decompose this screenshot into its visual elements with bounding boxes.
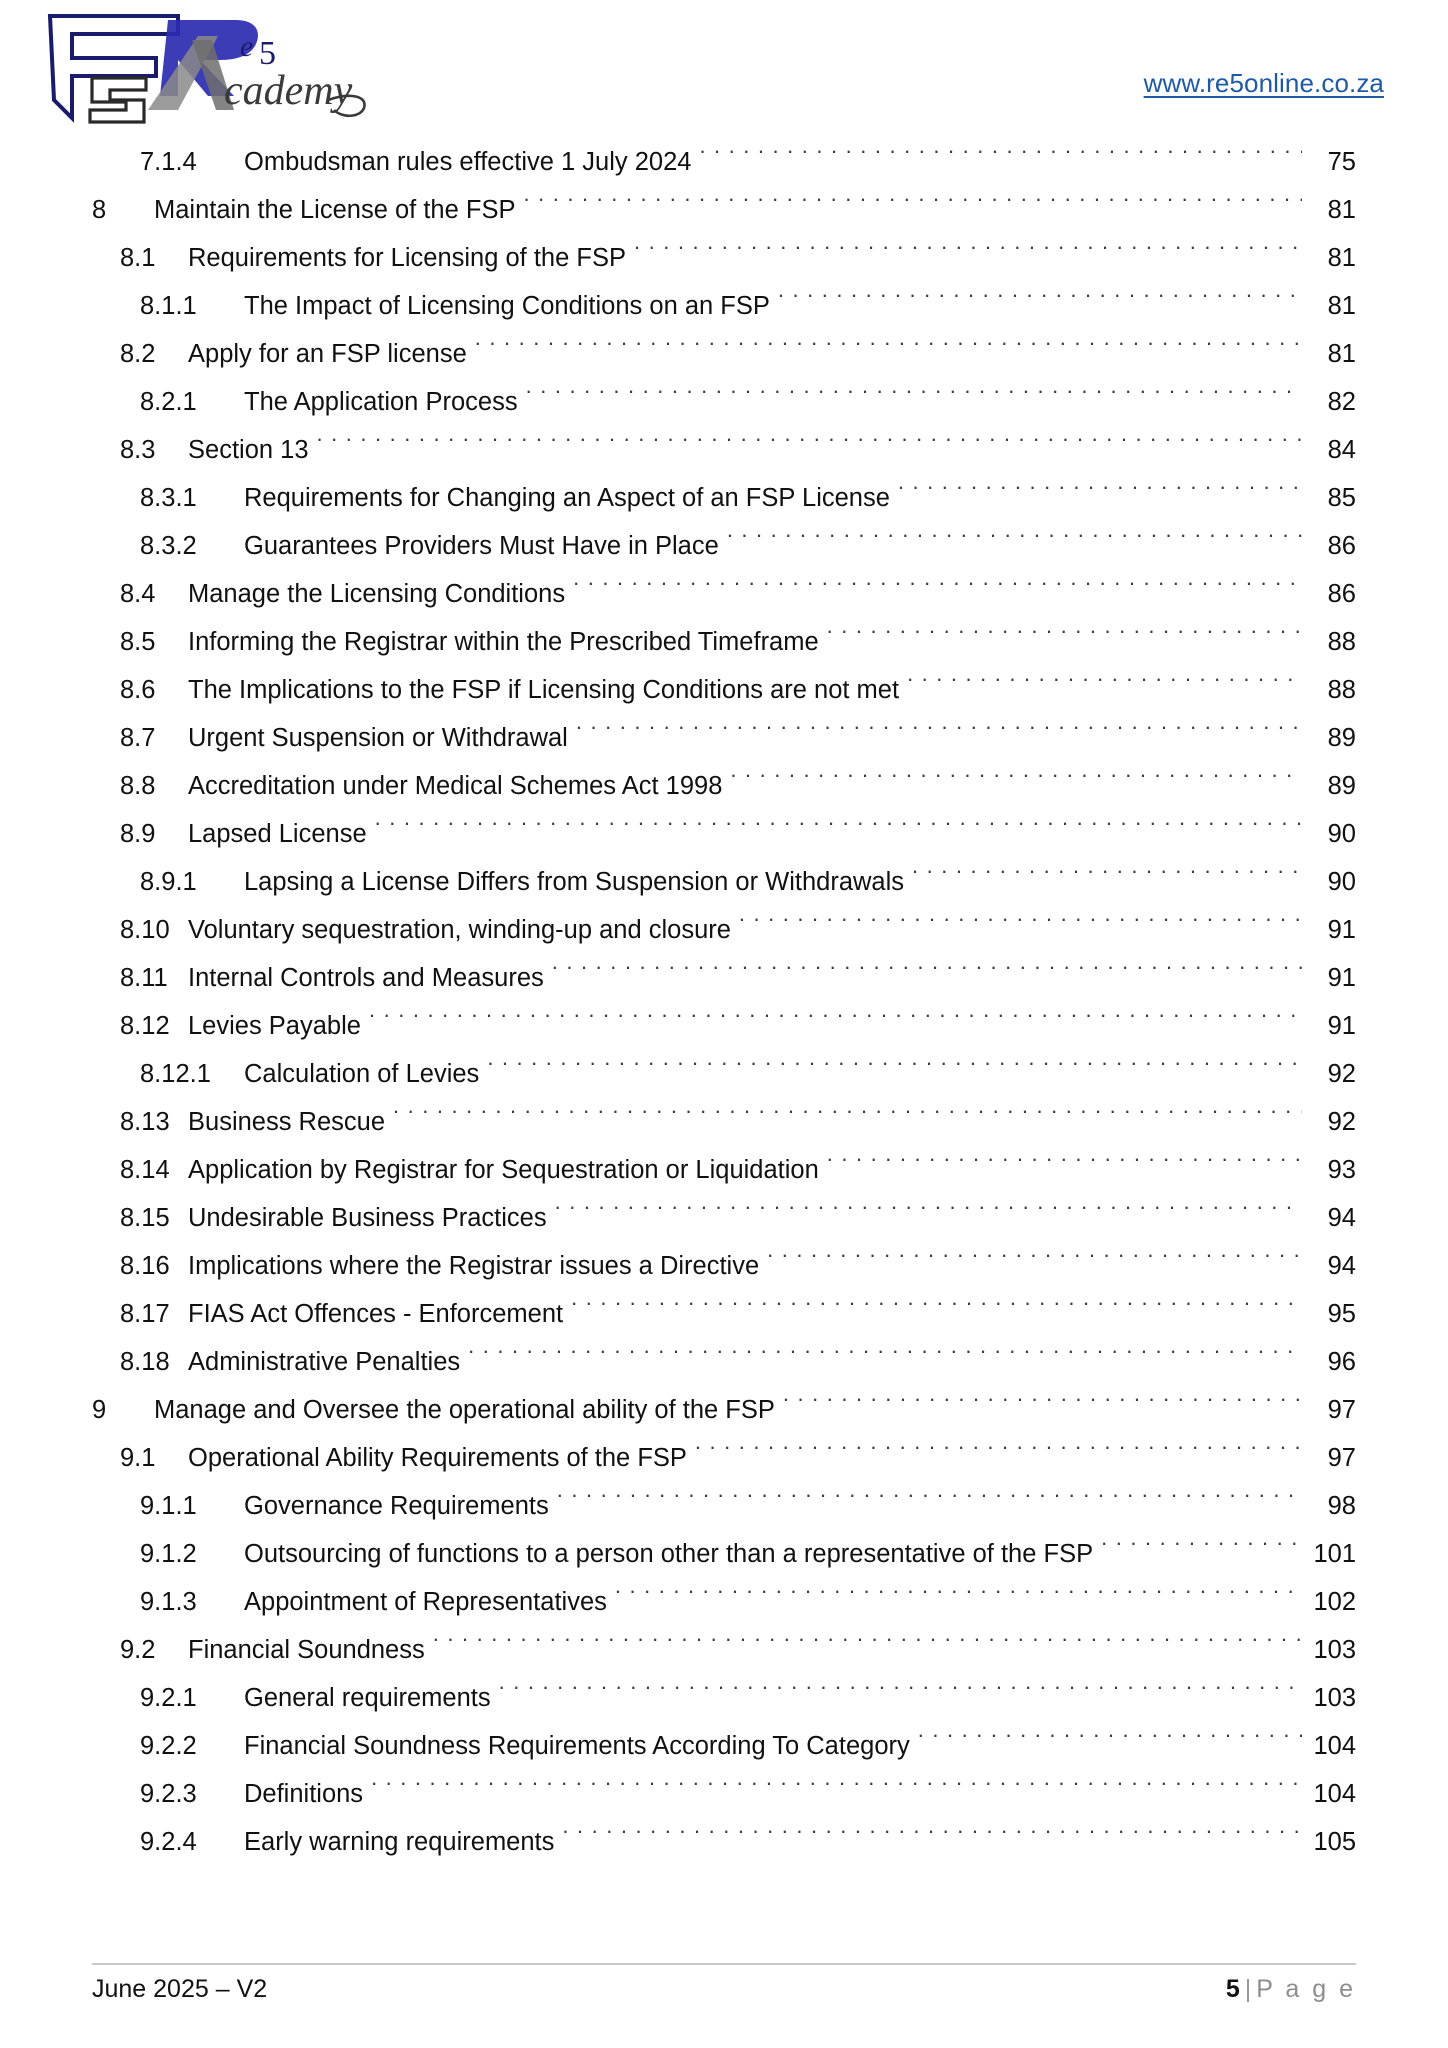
toc-entry-number: 8.9.1 xyxy=(140,868,197,896)
toc-entry-title: Governance Requirements xyxy=(244,1492,549,1520)
toc-entry-number: 8.2 xyxy=(120,340,156,368)
toc-entry-number: 9.1 xyxy=(120,1444,156,1472)
toc-dot-leader xyxy=(475,337,1302,363)
toc-entry-title: Early warning requirements xyxy=(244,1828,555,1856)
toc-dot-leader xyxy=(898,481,1302,507)
toc-dot-leader xyxy=(783,1393,1302,1419)
toc-entry[interactable] xyxy=(92,1194,1356,1242)
toc-entry-number: 8.3 xyxy=(120,436,156,464)
toc-entry-title: Financial Soundness xyxy=(188,1636,425,1664)
toc-entry[interactable] xyxy=(92,186,1356,234)
toc-entry-page-number: 103 xyxy=(1313,1636,1356,1664)
toc-entry-title: Calculation of Levies xyxy=(244,1060,480,1088)
toc-entry-page-number: 91 xyxy=(1327,1012,1356,1040)
toc-entry-number: 8.12 xyxy=(120,1012,170,1040)
toc-dot-leader xyxy=(1101,1537,1302,1563)
toc-dot-leader xyxy=(730,769,1302,795)
toc-entry-number: 8.15 xyxy=(120,1204,170,1232)
toc-entry-page-number: 86 xyxy=(1327,532,1356,560)
toc-entry-number: 8.4 xyxy=(120,580,156,608)
toc-entry[interactable] xyxy=(92,282,1356,330)
toc-entry-page-number: 88 xyxy=(1327,676,1356,704)
toc-entry-number: 8.1 xyxy=(120,244,156,272)
toc-entry-page-number: 102 xyxy=(1313,1588,1356,1616)
toc-entry[interactable] xyxy=(92,858,1356,906)
toc-dot-leader xyxy=(576,721,1302,747)
toc-entry-title: The Implications to the FSP if Licensing Conditions are not met xyxy=(188,676,900,704)
toc-entry[interactable] xyxy=(92,330,1356,378)
toc-dot-leader xyxy=(555,1201,1302,1227)
toc-dot-leader xyxy=(912,865,1302,891)
toc-entry[interactable] xyxy=(92,762,1356,810)
toc-entry-number: 9.2.3 xyxy=(140,1780,197,1808)
toc-entry-number: 9.1.1 xyxy=(140,1492,197,1520)
toc-dot-leader xyxy=(487,1057,1302,1083)
toc-dot-leader xyxy=(827,625,1302,651)
site-url-link[interactable]: www.re5online.co.za xyxy=(1143,68,1384,98)
svg-text:e: e xyxy=(240,30,254,63)
toc-entry-title: Informing the Registrar within the Prescribed Timeframe xyxy=(188,628,819,656)
toc-dot-leader xyxy=(393,1105,1302,1131)
toc-entry-title: General requirements xyxy=(244,1684,491,1712)
toc-entry-page-number: 81 xyxy=(1327,244,1356,272)
toc-entry-page-number: 84 xyxy=(1327,436,1356,464)
toc-dot-leader xyxy=(371,1777,1302,1803)
toc-entry[interactable] xyxy=(92,138,1356,186)
toc-entry-page-number: 91 xyxy=(1327,916,1356,944)
toc-entry-title: Accreditation under Medical Schemes Act 1998 xyxy=(188,772,723,800)
toc-entry-title: Outsourcing of functions to a person other than a representative of the FSP xyxy=(244,1540,1094,1568)
toc-entry-number: 9.1.2 xyxy=(140,1540,197,1568)
toc-entry[interactable] xyxy=(92,1434,1356,1482)
footer-separator: | xyxy=(1244,1975,1252,2003)
toc-entry-page-number: 96 xyxy=(1327,1348,1356,1376)
toc-entry-number: 8.8 xyxy=(120,772,156,800)
toc-entry-title: Manage and Oversee the operational ability of the FSP xyxy=(154,1396,775,1424)
toc-entry[interactable] xyxy=(92,522,1356,570)
toc-entry-number: 8.3.1 xyxy=(140,484,197,512)
toc-entry-page-number: 89 xyxy=(1327,724,1356,752)
footer-version-text: June 2025 – V2 xyxy=(92,1975,268,2003)
toc-entry-number: 8.18 xyxy=(120,1348,170,1376)
toc-dot-leader xyxy=(552,961,1302,987)
toc-entry-page-number: 81 xyxy=(1327,292,1356,320)
fr5-academy-logo xyxy=(28,0,400,132)
toc-entry-title: Lapsing a License Differs from Suspension or Withdrawals xyxy=(244,868,905,896)
toc-entry-page-number: 86 xyxy=(1327,580,1356,608)
toc-entry-number: 8.9 xyxy=(120,820,156,848)
toc-entry-page-number: 95 xyxy=(1327,1300,1356,1328)
toc-entry-page-number: 104 xyxy=(1313,1732,1356,1760)
toc-entry[interactable] xyxy=(92,906,1356,954)
toc-entry-title: Section 13 xyxy=(188,436,309,464)
toc-entry-title: Administrative Penalties xyxy=(188,1348,461,1376)
toc-dot-leader xyxy=(695,1441,1302,1467)
toc-dot-leader xyxy=(526,385,1302,411)
toc-entry-title: Requirements for Licensing of the FSP xyxy=(188,244,626,272)
toc-dot-leader xyxy=(778,289,1302,315)
toc-entry[interactable] xyxy=(92,714,1356,762)
toc-entry-page-number: 97 xyxy=(1327,1396,1356,1424)
footer-page-indicator xyxy=(1226,1975,1356,2004)
toc-entry-number: 8.5 xyxy=(120,628,156,656)
toc-dot-leader xyxy=(433,1633,1302,1659)
toc-entry[interactable] xyxy=(92,474,1356,522)
toc-entry-number: 8.11 xyxy=(120,964,168,992)
toc-entry-number: 8.2.1 xyxy=(140,388,197,416)
table-of-contents xyxy=(0,132,1448,1866)
toc-entry-page-number: 88 xyxy=(1327,628,1356,656)
toc-entry[interactable] xyxy=(92,1482,1356,1530)
toc-entry[interactable] xyxy=(92,1770,1356,1818)
toc-entry-page-number: 81 xyxy=(1327,196,1356,224)
toc-entry-page-number: 91 xyxy=(1327,964,1356,992)
toc-entry[interactable] xyxy=(92,1098,1356,1146)
toc-entry[interactable] xyxy=(92,1530,1356,1578)
toc-entry-title: The Application Process xyxy=(244,388,518,416)
toc-entry-number: 7.1.4 xyxy=(140,148,197,176)
toc-entry-title: Requirements for Changing an Aspect of an FSP License xyxy=(244,484,890,512)
toc-dot-leader xyxy=(369,1009,1302,1035)
toc-entry-number: 8 xyxy=(92,196,107,224)
toc-dot-leader xyxy=(375,817,1302,843)
toc-dot-leader xyxy=(562,1825,1302,1851)
toc-dot-leader xyxy=(573,577,1302,603)
toc-entry-title: Operational Ability Requirements of the FSP xyxy=(188,1444,687,1472)
toc-dot-leader xyxy=(634,241,1302,267)
toc-dot-leader xyxy=(767,1249,1302,1275)
toc-entry-number: 8.7 xyxy=(120,724,156,752)
toc-dot-leader xyxy=(499,1681,1302,1707)
toc-entry-title: Voluntary sequestration, winding-up and closure xyxy=(188,916,731,944)
toc-entry-number: 8.12.1 xyxy=(140,1060,211,1088)
toc-entry[interactable] xyxy=(92,1578,1356,1626)
toc-dot-leader xyxy=(468,1345,1302,1371)
toc-entry-page-number: 97 xyxy=(1327,1444,1356,1472)
toc-dot-leader xyxy=(317,433,1302,459)
toc-entry[interactable] xyxy=(92,1242,1356,1290)
toc-entry-number: 9.2 xyxy=(120,1636,156,1664)
toc-entry-title: Maintain the License of the FSP xyxy=(154,196,516,224)
toc-dot-leader xyxy=(615,1585,1302,1611)
toc-entry-title: Levies Payable xyxy=(188,1012,361,1040)
toc-entry-page-number: 89 xyxy=(1327,772,1356,800)
toc-dot-leader xyxy=(727,529,1302,555)
toc-entry-page-number: 94 xyxy=(1327,1252,1356,1280)
toc-entry[interactable] xyxy=(92,666,1356,714)
toc-entry-page-number: 75 xyxy=(1327,148,1356,176)
toc-entry-title: Ombudsman rules effective 1 July 2024 xyxy=(244,148,692,176)
toc-entry-page-number: 81 xyxy=(1327,340,1356,368)
toc-entry-page-number: 85 xyxy=(1327,484,1356,512)
toc-entry-page-number: 90 xyxy=(1327,868,1356,896)
toc-entry-title: Business Rescue xyxy=(188,1108,386,1136)
toc-entry-page-number: 104 xyxy=(1313,1780,1356,1808)
toc-entry[interactable] xyxy=(92,234,1356,282)
toc-entry[interactable] xyxy=(92,426,1356,474)
footer-divider xyxy=(92,1963,1356,1965)
toc-dot-leader xyxy=(699,145,1302,171)
footer-page-number: 5 xyxy=(1225,1975,1240,2003)
toc-entry-number: 8.1.1 xyxy=(140,292,197,320)
toc-entry-page-number: 92 xyxy=(1327,1108,1356,1136)
toc-entry-title: Internal Controls and Measures xyxy=(188,964,544,992)
toc-entry-title: Definitions xyxy=(244,1780,364,1808)
toc-entry-title: Application by Registrar for Sequestration or Liquidation xyxy=(188,1156,819,1184)
toc-entry[interactable] xyxy=(92,1290,1356,1338)
toc-entry-title: Undesirable Business Practices xyxy=(188,1204,547,1232)
toc-entry-page-number: 105 xyxy=(1313,1828,1356,1856)
toc-dot-leader xyxy=(571,1297,1302,1323)
toc-entry[interactable] xyxy=(92,1818,1356,1866)
toc-entry[interactable] xyxy=(92,1386,1356,1434)
toc-entry-number: 8.13 xyxy=(120,1108,170,1136)
toc-entry-title: Appointment of Representatives xyxy=(244,1588,607,1616)
toc-entry-number: 9.2.4 xyxy=(140,1828,197,1856)
toc-entry-page-number: 101 xyxy=(1313,1540,1356,1568)
toc-entry-title: Implications where the Registrar issues a Directive xyxy=(188,1252,760,1280)
toc-dot-leader xyxy=(907,673,1302,699)
toc-entry-title: Lapsed License xyxy=(188,820,367,848)
toc-dot-leader xyxy=(523,193,1302,219)
toc-entry-number: 9.2.2 xyxy=(140,1732,197,1760)
toc-entry-title: Urgent Suspension or Withdrawal xyxy=(188,724,568,752)
toc-entry-number: 8.16 xyxy=(120,1252,170,1280)
toc-entry[interactable] xyxy=(92,1626,1356,1674)
toc-entry-title: Manage the Licensing Conditions xyxy=(188,580,566,608)
toc-entry[interactable] xyxy=(92,810,1356,858)
toc-entry-page-number: 94 xyxy=(1327,1204,1356,1232)
toc-entry-number: 8.14 xyxy=(120,1156,170,1184)
toc-dot-leader xyxy=(557,1489,1302,1515)
toc-entry-title: FIAS Act Offences - Enforcement xyxy=(188,1300,564,1328)
toc-entry[interactable] xyxy=(92,618,1356,666)
toc-entry[interactable] xyxy=(92,378,1356,426)
toc-entry-number: 8.6 xyxy=(120,676,156,704)
footer-page-label: P a g e xyxy=(1256,1975,1356,2003)
toc-entry[interactable] xyxy=(92,1722,1356,1770)
toc-entry-title: The Impact of Licensing Conditions on an FSP xyxy=(244,292,770,320)
toc-dot-leader xyxy=(918,1729,1302,1755)
toc-entry-number: 9.1.3 xyxy=(140,1588,197,1616)
toc-entry[interactable] xyxy=(92,1338,1356,1386)
toc-entry[interactable] xyxy=(92,1050,1356,1098)
toc-entry-page-number: 90 xyxy=(1327,820,1356,848)
toc-entry-number: 8.3.2 xyxy=(140,532,197,560)
toc-entry-title: Apply for an FSP license xyxy=(188,340,467,368)
toc-entry-number: 9.2.1 xyxy=(140,1684,197,1712)
toc-entry-number: 8.17 xyxy=(120,1300,170,1328)
toc-entry-number: 9 xyxy=(92,1396,107,1424)
toc-dot-leader xyxy=(827,1153,1302,1179)
svg-text:5: 5 xyxy=(259,35,276,72)
toc-entry[interactable] xyxy=(92,954,1356,1002)
toc-entry[interactable] xyxy=(92,1146,1356,1194)
toc-entry-title: Financial Soundness Requirements According To Category xyxy=(244,1732,910,1760)
toc-entry-page-number: 98 xyxy=(1327,1492,1356,1520)
toc-entry-title: Guarantees Providers Must Have in Place xyxy=(244,532,719,560)
toc-entry[interactable] xyxy=(92,1002,1356,1050)
svg-text:cademy: cademy xyxy=(224,68,353,114)
toc-entry[interactable] xyxy=(92,570,1356,618)
toc-dot-leader xyxy=(739,913,1302,939)
toc-entry-page-number: 103 xyxy=(1313,1684,1356,1712)
toc-entry-number: 8.10 xyxy=(120,916,170,944)
toc-entry-page-number: 93 xyxy=(1327,1156,1356,1184)
page-header xyxy=(0,0,1448,132)
toc-entry-page-number: 82 xyxy=(1327,388,1356,416)
page-footer xyxy=(92,1963,1356,2004)
toc-entry-page-number: 92 xyxy=(1327,1060,1356,1088)
toc-entry[interactable] xyxy=(92,1674,1356,1722)
